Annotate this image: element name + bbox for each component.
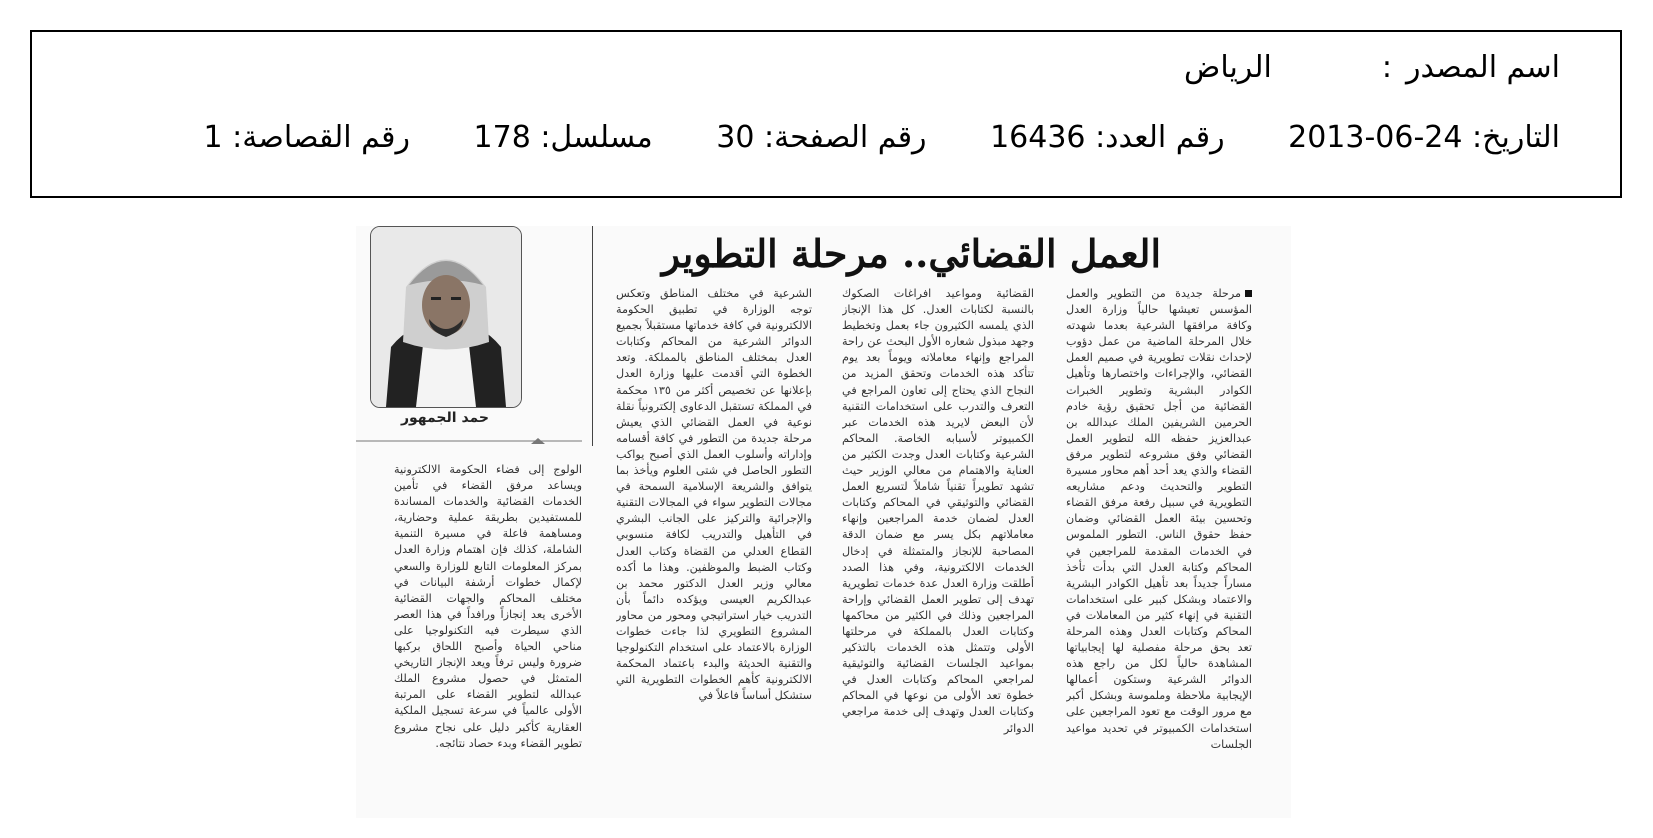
source-label: اسم المصدر bbox=[1405, 50, 1560, 85]
newspaper-clipping bbox=[356, 226, 1291, 818]
bullet-square-icon bbox=[1245, 290, 1252, 297]
issue-label: رقم العدد: bbox=[1095, 120, 1225, 155]
author-name: حمد الجمهور bbox=[400, 410, 490, 426]
page-value: 30 bbox=[716, 120, 755, 155]
clip-value: 1 bbox=[203, 120, 223, 155]
page-label: رقم الصفحة: bbox=[763, 120, 927, 155]
article-headline: العمل القضائي.. مرحلة التطوير bbox=[661, 231, 1161, 276]
source-value: الرياض bbox=[1184, 50, 1272, 85]
source-row bbox=[1184, 50, 1560, 85]
details-row bbox=[204, 120, 1560, 155]
clip-label: رقم القصاصة: bbox=[232, 120, 410, 155]
serial-value: 178 bbox=[473, 120, 531, 155]
author-photo bbox=[370, 226, 522, 408]
date-value: 2013-06-24 bbox=[1288, 120, 1463, 155]
article-column-1-text: مرحلة جديدة من التطوير والعمل المؤسس تعيشها حالياً وزارة العدل وكافة مرافقها الشرعية بعدما شهدته خلال المرحلة الماضية من عمل دؤوب لإحداث نقلات تطويرية في صميم العمل القضائي، والإجراءات واختصارها وتأهيل الكوادر البشرية وتطوير الخبرات القضائية من أجل تحقيق رؤية خادم الحرمين الشريفين الملك عبدالله بن عبدالعزيز حفظه الله لتطوير العمل القضائي وفق مشروعه لتطوير مرفق القضاء والذي يعد أحد أهم محاور مسيرة التطوير والتحديث ودعم مشاريعه التطويرية في سبيل رفعة مرفق القضاء وتحسين بيئة العمل القضائي وضمان حفظ حقوق الناس. التطور الملموس في الخدمات المقدمة للمراجعين في المحاكم وكتابة العدل التي بدأت تأخذ مساراً جديداً بعد تأهيل الكوادر البشرية والاعتماد وبشكل كبير على استخدامات التقنية في إنهاء كثير من المعاملات في المحاكم وكتابات العدل وهذه المرحلة تعد بحق مرحلة مفصلية لها إيجابياتها المشاهدة حالياً لكل من راجع هذه الدوائر الشرعية وستكون أعمالها الإيجابية ملاحظة وملموسة وبشكل أكبر مع مرور الوقت مع تعود المراجعين على استخدامات الكمبيوتر في تحديد مواعيد الجلسات bbox=[1066, 287, 1252, 751]
source-colon: : bbox=[1381, 50, 1392, 85]
date-label: التاريخ: bbox=[1472, 120, 1560, 155]
article-column-3: الشرعية في مختلف المناطق وتعكس توجه الوزارة في تطبيق الحكومة الالكترونية في كافة خدماتها مستقبلاً بجميع الدوائر الشرعية من المحاكم وكتابات العدل بمختلف المناطق بالمملكة. وتعد الخطوة التي أقدمت عليها وزارة العدل بإعلانها عن تخصيص أكثر من ١٣٥ محكمة في المملكة تستقبل الدعاوى إلكترونياً نقلة نوعية في العمل القضائي الذي يعيش مرحلة جديدة من التطور في كافة أقسامه وإداراته وأسلوب العمل الذي أصبح يواكب التطور الحاصل في شتى العلوم ويأخذ بما يتوافق والشريعة الإسلامية السمحة في مجالات التطوير سواء في المجالات التقنية والإجرائية والتركيز على الجانب البشري في التأهيل والتدريب لكافة منسوبي القطاع العدلي من القضاة وكتاب العدل وكتاب الضبط والموظفين. وهذا ما أكده معالي وزير العدل الدكتور محمد بن عبدالكريم العيسى ويؤكده دائماً بأن التدريب خيار استراتيجي ومحور من محاور المشروع التطويري لذا جاءت خطوات الوزارة بالاعتماد على استخدام التكنولوجيا والتقنية الحديثة والبدء باعتماد المحكمة الالكترونية كأهم الخطوات التطويرية التي ستشكل أساساً فاعلاً في bbox=[616, 287, 812, 703]
source-info-box bbox=[30, 30, 1622, 198]
column-divider bbox=[592, 226, 593, 446]
caption-divider bbox=[356, 438, 582, 444]
issue-value: 16436 bbox=[990, 120, 1086, 155]
article-column-1 bbox=[1066, 286, 1252, 814]
article-column-2: القضائية ومواعيد افراغات الصكوك بالنسبة لكتابات العدل. كل هذا الإنجاز الذي يلمسه الكثيرون جاء بعمل وتخطيط وجهد مبذول شعاره الأول البحث عن راحة المراجع وإنهاء معاملاته ويوماً بعد يوم تتأكد هذه الخدمات وتحقق المزيد من النجاح الذي يحتاج إلى تعاون المراجع في التعرف والتدرب على استخدامات التقنية لأن البعض لايريد هذه الخدمات عبر الكمبيوتر لأسبابه الخاصة. المحاكم الشرعية وكتابات العدل وجدت الكثير من العناية والاهتمام من معالي الوزير حيث تشهد تطويراً تقنياً شاملاً لتسريع العمل القضائي والتوثيقي في المحاكم وكتابات العدل لضمان خدمة المراجعين وإنهاء معاملاتهم بكل يسر مع ضمان الدقة المصاحبة للإنجاز والمتمثلة في إدخال الخدمات الالكترونية، وفي هذا الصدد أطلقت وزارة العدل عدة خدمات تطويرية تهدف إلى تطوير العمل القضائي وإراحة المراجعين وذلك في الكثير من محاكمها وكتابات العدل بالمملكة في مرحلتها الأولى وتتمثل هذه الخدمات بالتذكير بمواعيد الجلسات القضائية والتوثيقية لمراجعي المحاكم وكتابات العدل في خطوة تعد الأولى من نوعها في المحاكم وكتابات العدل وتهدف إلى خدمة مراجعي الدوائر bbox=[842, 287, 1034, 735]
author-portrait-icon bbox=[371, 227, 521, 407]
article-column-4: الولوج إلى فضاء الحكومة الالكترونية ويساعد مرفق القضاء في تأمين الخدمات القضائية والخدمات المساندة للمستفيدين بطريقة عملية وحضارية، ومساهمة فاعلة في مسيرة التنمية الشاملة، كذلك فإن اهتمام وزارة العدل بمركز المعلومات التابع للوزارة والسعي لإكمال خطوات أرشفة البيانات في مختلف المحاكم والجهات القضائية الأخرى يعد إنجازاً ورافداً في هذا العصر الذي سيطرت فيه التكنولوجيا على مناحي الحياة وأصبح اللحاق بركبها ضرورة وليس ترفاً ويعد الإنجاز التاريخي المتمثل في حصول مشروع الملك عبدالله لتطوير القضاء على المرتبة الأولى عالمياً في سرعة تسجيل الملكية العقارية كأكبر دليل على نجاح مشروع تطوير القضاء وبدء حصاد نتائجه. bbox=[394, 463, 582, 750]
serial-label: مسلسل: bbox=[540, 120, 653, 155]
